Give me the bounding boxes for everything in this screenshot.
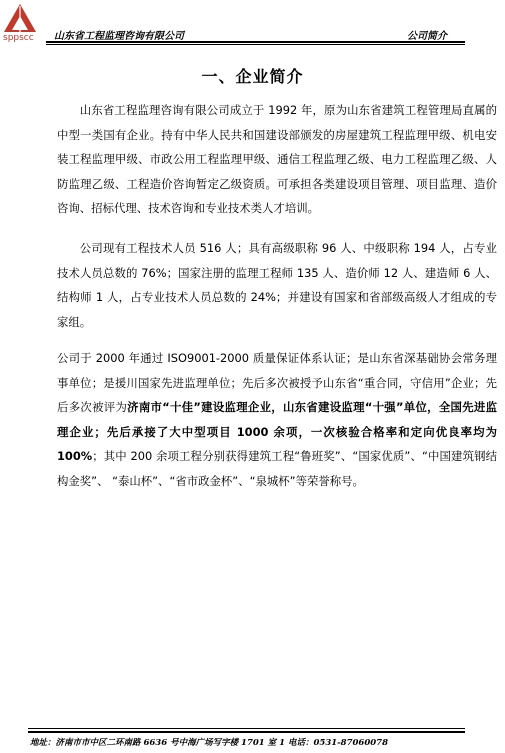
paragraph-intro: 山东省工程监理咨询有限公司成立于 1992 年，原为山东省建筑工程管理局直属的中型一类国有企业。持有中华人民共和国建设部颁发的房屋建筑工程监理甲级、机电安装工程监理甲级、市政公用工程监理甲级、通信工程监理乙级、电力工程监理乙级、人防监理乙级、工程造价咨询暂定乙级资质。可承担各类建设项目管理、项目监理、造价咨询、招标代理、技术咨询和专业技术类人才培训。	[57, 103, 497, 215]
header-section-name: 公司简介	[407, 31, 447, 42]
header-company-name: 山东省工程监理咨询有限公司	[54, 31, 184, 42]
footer-address: 地址：济南市市中区二环南路 6636 号中海广场写字楼 1701 室 1 电话：0531-87060078	[30, 738, 388, 748]
footer-rule-thin	[28, 728, 465, 729]
header-rule	[46, 41, 465, 43]
honors-text-end: ；其中 200 余项工程分别获得建筑工程“鲁班奖”、“国家优质”、“中国建筑钢结构金奖”、 “泰山杯”、“省市政金杯”、“泉城杯”等荣誉称号。	[57, 449, 497, 488]
honors-text-bold: 济南市“十佳”建设监理企业，山东省建设监理“十强”单位，全国先进监理企业；先后承接了大中型项目 1000 余项，一次核验合格率和定向优良率均为 100%	[57, 400, 497, 463]
footer-rule	[28, 731, 465, 733]
logo-text: sppscc	[3, 33, 34, 43]
page-title: 一、企业简介	[201, 67, 304, 86]
paragraph-honors	[57, 346, 497, 493]
honors-text-start: 公司于 2000 年通过 ISO9001-2000 质量保证体系认证；是山东省深基础协会常务理事单位；是援川国家先进监理单位；先后多次被授予山东省“重合同，守信用”企业；先后多次被评为	[57, 351, 497, 414]
paragraph-staff: 公司现有工程技术人员 516 人；具有高级职称 96 人、中级职称 194 人，占专业技术人员总数的 76%；国家注册的监理工程师 135 人、造价师 12 人、建造师 6 人、结构师 1 人，占专业技术人员总数的 24%；并建设有国家和省部级高级人才组成的专家组。	[57, 241, 497, 329]
header-rule-thin	[46, 44, 465, 45]
